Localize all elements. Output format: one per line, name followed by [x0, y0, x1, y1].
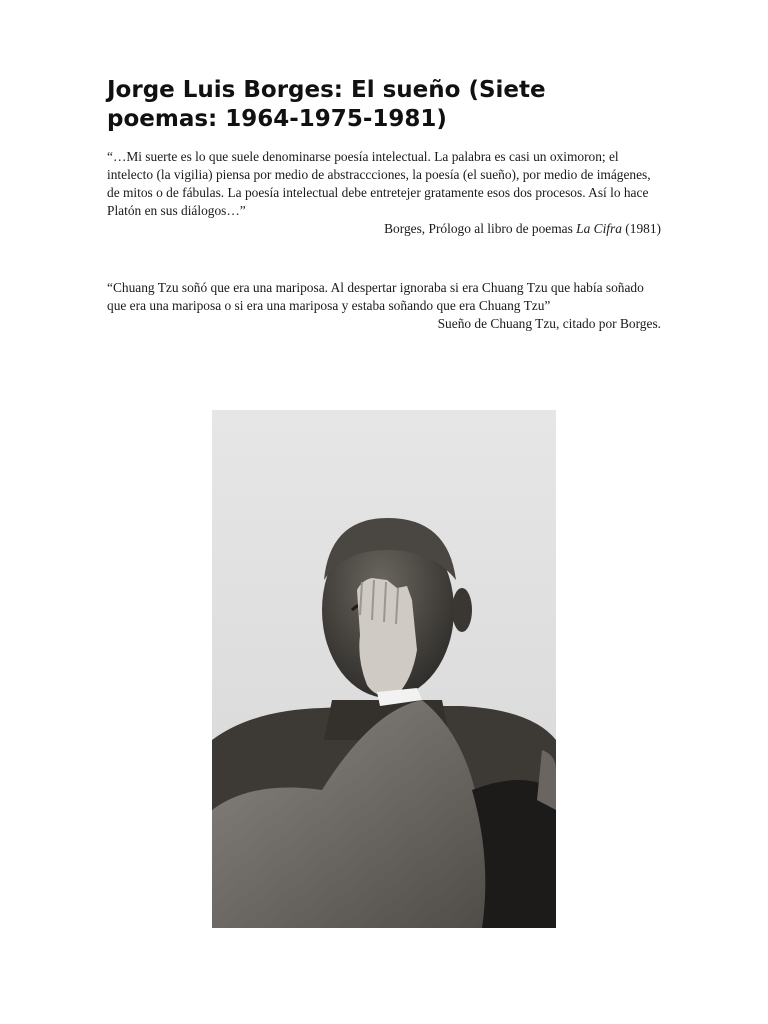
- quote-chuang-tzu: “Chuang Tzu soñó que era una mariposa. Al despertar ignoraba si era Chuang Tzu que había soñado que era una mariposa o si era una mariposa y estaba soñando que era Chuang Tzu”: [107, 280, 644, 313]
- citation-borges: [107, 220, 661, 238]
- borges-bust-photo: [212, 410, 556, 928]
- citation-book-title: La Cifra: [576, 221, 622, 236]
- citation-prefix: Borges, Prólogo al libro de poemas: [384, 221, 577, 236]
- citation-year: (1981): [621, 221, 661, 236]
- document-page: [107, 76, 661, 333]
- bust-photo-icon: [212, 410, 556, 928]
- document-title: Jorge Luis Borges: El sueño (Siete poemas: 1964-1975-1981): [107, 77, 546, 132]
- citation-chuang-tzu: Sueño de Chuang Tzu, citado por Borges.: [437, 316, 661, 331]
- quote-borges: “…Mi suerte es lo que suele denominarse poesía intelectual. La palabra es casi un oximoron; el intelecto (la vigilia) piensa por medio de abstraccciones, la poesía (el sueño), por medio de imágenes, de mitos o de fábulas. La poesía intelectual debe entretejer gratamente esos dos procesos. Así lo hace Platón en sus diálogos…”: [107, 149, 651, 218]
